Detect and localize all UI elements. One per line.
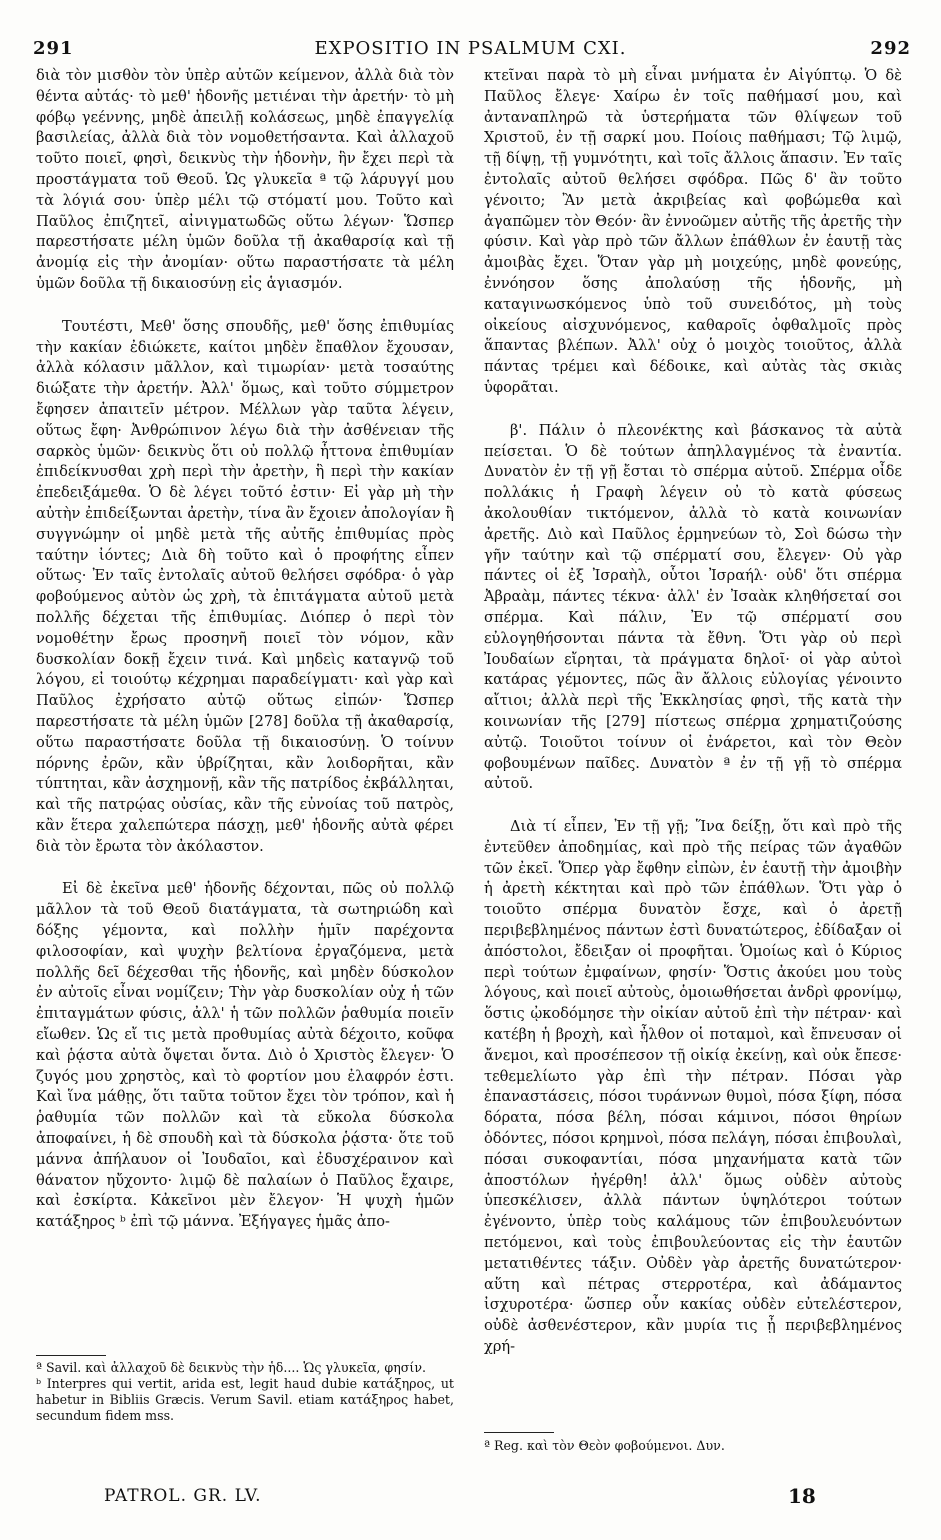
paragraph: Τουτέστι, Μεθ' ὅσης σπουδῆς, μεθ' ὅσης ἐπιθυμίας τὴν κακίαν ἐδιώκετε, καίτοι μηδὲν ἔπαθλον ἔχουσαν, ἀλλὰ κόλασιν μᾶλλον, καὶ τιμωρίαν· μετὰ τοσαύτης διώξατε τὴν ἀρετήν. Ἀλλ' ὅμως, καὶ τοῦτο σύμμετρον ἔφησεν ἀπαιτεῖν μέτρον. Μέλλων γὰρ ταῦτα λέγειν, οὕτως ἔφη· Ἀνθρώπινον λέγω διὰ τὴν ἀσθένειαν τῆς σαρκὸς ὑμῶν· δεικνὺς ὅτι οὐ πολλῷ ἧττονα ἐπιθυμίαν ἐπιδείκνυσθαι χρὴ περὶ τὴν ἀρετὴν, ἣ περὶ τὴν κακίαν ἐπεδειξάμεθα. Ὁ δὲ λέγει τοῦτό ἐστιν· Εἰ γὰρ μὴ τὴν αὐτὴν ἐπιδείξωνται ἀρετὴν, τίνα ἂν ἔχοιεν ἀπολογίαν ἢ συγγνώμην οἱ μηδὲ μετὰ τῆς αὐτῆς ἐπιθυμίας πρὸς ταύτην ἰόντες; Διὰ δὴ τοῦτο καὶ ὁ προφήτης εἶπεν οὕτως· Ἐν ταῖς ἐντολαῖς αὐτοῦ θελήσει σφόδρα· ὁ γὰρ φοβούμενος αὐτὸν ὡς χρὴ, τὰ ἐπιτάγματα αὐτοῦ μετὰ πολλῆς δέχεται τῆς ἐπιθυμίας. Διόπερ ὁ περὶ τὸν νομοθέτην ἔρως προσηνῆ ποιεῖ τὸν νόμον, κἂν δυσκολίαν δοκῇ ἔχειν τινά. Καὶ μηδεὶς καταγνῷ τοῦ λόγου, εἰ τοιούτῳ κέχρημαι παραδείγματι· καὶ γὰρ καὶ Παῦλος ἐχρήσατο αὐτῷ οὕτως εἰπών· Ὥσπερ παρεστήσατε τὰ μέλη ὑμῶν [278] δοῦλα τῇ ἀκαθαρσίᾳ, οὕτω παραστήσατε δοῦλα τῇ δικαιοσύνῃ. Ὁ τοίνυν πόρνης ἐρῶν, κἂν ὑβρίζηται, κἂν λοιδορῆται, κἂν τύπτηται, κἂν ἀσχημονῇ, κἂν τῆς πατρίδος ἐκβάλληται, καὶ τῆς πατρῴας οὐσίας, κἂν τῆς εὐνοίας τοῦ πατρὸς, κἂν ἕτερα χαλεπώτερα πάσχῃ, μεθ' ἡδονῆς αὐτὰ φέρει διὰ τὸν ἔρωτα τὸν ἀκόλαστον. [36, 317, 454, 855]
series-footer: PATROL. GR. LV. [104, 1486, 262, 1506]
footnote-divider [484, 1432, 554, 1433]
running-title: EXPOSITIO IN PSALMUM CXI. [314, 38, 627, 59]
paragraph: Εἰ δὲ ἐκεῖνα μεθ' ἡδονῆς δέχονται, πῶς οὐ πολλῷ μᾶλλον τὰ τοῦ Θεοῦ διατάγματα, τὰ σωτηριώδη καὶ δόξης γέμοντα, καὶ πολλὴν ἡμῖν παρέχοντα φιλοσοφίαν, καὶ ψυχὴν βελτίονα ἐργαζόμενα, μετὰ πολλῆς δεῖ δέχεσθαι τῆς ἡδονῆς, καὶ μηδὲν δύσκολον ἐν αὐτοῖς εἶναι νομίζειν; Τὴν γὰρ δυσκολίαν οὐχ ἡ τῶν ἐπιταγμάτων φύσις, ἀλλ' ἡ τῶν πολλῶν ῥαθυμία ποιεῖν εἴωθεν. Ὡς εἴ τις μετὰ προθυμίας αὐτὰ δέχοιτο, κοῦφα καὶ ῥᾴστα αὐτὰ ὄψεται ὄντα. Διὸ ὁ Χριστὸς ἔλεγεν· Ὁ ζυγός μου χρηστὸς, καὶ τὸ φορτίον μου ἐλαφρόν ἐστι. Καὶ ἵνα μάθῃς, ὅτι ταῦτα τοῦτον ἔχει τὸν τρόπον, καὶ ἡ ῥαθυμία τῶν πολλῶν καὶ τὰ εὔκολα δύσκολα ἀποφαίνει, ἡ δὲ σπουδὴ καὶ τὰ δύσκολα ῥᾴστα· ὅτε τοῦ μάννα ἀπήλαυον οἱ Ἰουδαῖοι, καὶ ἐδυσχέραινον καὶ θάνατον ηὔχοντο· λιμῷ δὲ παλαίων ὁ Παῦλος ἔχαιρε, καὶ ἐσκίρτα. Κἀκεῖνοι μὲν ἔλεγον· Ἡ ψυχὴ ἡμῶν κατάξηρος ᵇ ἐπὶ τῷ μάννα. Ἐξήγαγες ἡμᾶς ἀπο- [36, 880, 454, 1231]
paragraph: κτεῖναι παρὰ τὸ μὴ εἶναι μνήματα ἐν Αἰγύπτῳ. Ὁ δὲ Παῦλος ἔλεγε· Χαίρω ἐν τοῖς παθήμασί μου, καὶ ἀνταναπληρῶ τὰ ὑστερήματα τῶν θλίψεων τοῦ Χριστοῦ, ἐν τῇ σαρκί μου. Ποίοις παθήμασι; Τῷ λιμῷ, τῇ δίψῃ, τῇ γυμνότητι, καὶ τοῖς ἄλλοις ἅπασιν. Ἐν ταῖς ἐντολαῖς αὐτοῦ θελήσει σφόδρα. Πῶς δ' ἂν τοῦτο γένοιτο; Ἂν μετὰ ἀκριβείας καὶ φοβώμεθα καὶ ἀγαπῶμεν τὸν Θεόν· ἂν ἐννοῶμεν αὐτῆς τῆς ἀρετῆς τὴν φύσιν. Καὶ γὰρ πρὸ τῶν ἄλλων ἐπάθλων ἐν ἑαυτῇ τὰς ἀμοιβὰς ἔχει. Ὅταν γὰρ μὴ μοιχεύῃς, μηδὲ φονεύῃς, ἐννόησον ὅσης ἀπολαύσῃ τῆς ἡδονῆς, μὴ καταγινωσκόμενος ὑπὸ τοῦ συνειδότος, μὴ τοὺς οἰκείους αἰσχυνόμενος, καθαροῖς ὀφθαλμοῖς πρὸς ἅπαντας βλέπων. Ἀλλ' οὐχ ὁ μοιχὸς τοιοῦτος, ἀλλὰ πάντας τρέμει καὶ δέδοικε, καὶ αὐτὰς τὰς σκιὰς ὑφορᾶται. [484, 67, 902, 396]
left-column [36, 66, 454, 1233]
footnote: ª Savil. καὶ ἀλλαχοῦ δὲ δεικνὺς τὴν ἡδ.... Ὡς γλυκεῖα, φησίν. [36, 1360, 426, 1375]
running-header [0, 38, 941, 62]
footnote: ª Reg. καὶ τὸν Θεὸν φοβούμενοι. Δυν. [484, 1438, 725, 1453]
right-column [484, 66, 902, 1358]
footnotes-right [484, 1438, 902, 1454]
page-number-left: 291 [33, 38, 74, 59]
paragraph: διὰ τὸν μισθὸν τὸν ὑπὲρ αὐτῶν κείμενον, ἀλλὰ διὰ τὸν θέντα αὐτάς· τὸ μεθ' ἡδονῆς μετιέναι τὴν ἀρετήν· τὸ μὴ φόβῳ γεέννης, μηδὲ ἀπειλῇ κολάσεως, μηδὲ ἐπαγγελίᾳ βασιλείας, ἀλλὰ διὰ τὸν νομοθετήσαντα. Καὶ ἀλλαχοῦ τοῦτο ποιεῖ, φησὶ, δεικνὺς τὴν ἡδονὴν, ἣν ἔχει περὶ τὰ προστάγματα τοῦ Θεοῦ. Ὡς γλυκεῖα ª τῷ λάρυγγί μου τὰ λόγιά σου· ὑπὲρ μέλι τῷ στόματί μου. Τοῦτο καὶ Παῦλος ἐπιζητεῖ, αἰνιγματωδῶς οὕτω λέγων· Ὥσπερ παρεστήσατε μέλη ὑμῶν δοῦλα τῇ ἀκαθαρσίᾳ καὶ τῇ ἀνομίᾳ εἰς τὴν ἀνομίαν· οὕτω παραστήσατε τὰ μέλη ὑμῶν δοῦλα τῇ δικαιοσύνῃ εἰς ἁγιασμόν. [36, 67, 454, 292]
footnote-divider [36, 1355, 106, 1356]
paragraph: β'. Πάλιν ὁ πλεονέκτης καὶ βάσκανος τὰ αὐτὰ πείσεται. Ὁ δὲ τούτων ἀπηλλαγμένος τὰ ἐναντία. Δυνατὸν ἐν τῇ γῇ ἔσται τὸ σπέρμα αὐτοῦ. Σπέρμα οἶδε πολλάκις ἡ Γραφὴ λέγειν οὐ τὸ κατὰ φύσεως ἀκολουθίαν τικτόμενον, ἀλλὰ τὸ κατὰ κοινωνίαν ἀρετῆς. Διὸ καὶ Παῦλος ἑρμηνεύων τὸ, Σοὶ δώσω τὴν γῆν ταύτην καὶ τῷ σπέρματί σου, ἔλεγεν· Οὐ γὰρ πάντες οἱ ἐξ Ἰσραὴλ, οὗτοι Ἰσραήλ· οὐδ' ὅτι σπέρμα Ἀβραὰμ, πάντες τέκνα· ἀλλ' ἐν Ἰσαὰκ κληθήσεταί σοι σπέρμα. Καὶ πάλιν, Ἐν τῷ σπέρματί σου εὐλογηθήσονται πάντα τὰ ἔθνη. Ὅτι γὰρ οὐ περὶ Ἰουδαίων εἴρηται, τὰ πράγματα δηλοῖ· οἱ γὰρ αὐτοὶ κατάρας γέμοντες, πῶς ἂν ἄλλοις εὐλογίας γένοιντο αἴτιοι; ἀλλὰ περὶ τῆς Ἐκκλησίας φησὶ, τῆς κατὰ τὴν κοινωνίαν τῆς [279] πίστεως σπέρμα χρηματιζούσης αὐτῷ. Τοιοῦτοι τοίνυν οἱ ἐνάρετοι, καὶ τὸν Θεὸν φοβουμένων παῖδες. Δυνατὸν ª ἐν τῇ γῇ τὸ σπέρμα αὐτοῦ. [484, 421, 902, 793]
footnotes-left [36, 1360, 454, 1424]
footnote: ᵇ Interpres qui vertit, arida est, legit haud dubie κατάξηρος, ut habetur in Bibliis Græcis. Verum Savil. etiam κατάξηρος habet, secundum fidem mss. [36, 1376, 454, 1423]
page-number-right: 292 [870, 38, 911, 59]
paragraph: Διὰ τί εἶπεν, Ἐν τῇ γῇ; Ἵνα δείξῃ, ὅτι καὶ πρὸ τῆς ἐντεῦθεν ἀποδημίας, καὶ πρὸ τῆς πείρας τῶν ἀγαθῶν τῶν ἐκεῖ. Ὅπερ γὰρ ἔφθην εἰπὼν, ἐν ἑαυτῇ τὴν ἀμοιβὴν ἡ ἀρετὴ κέκτηται καὶ πρὸ τῶν ἐπάθλων. Ὅτι γὰρ ὁ τοιοῦτο σπέρμα δυνατὸν ἔσχε, καὶ ὁ ἀρετῇ περιβεβλημένος πάντων ἐστὶ δυνατώτερος, ἐδίδαξαν οἱ ἀπόστολοι, ἔδειξαν οἱ προφῆται. Ὁμοίως καὶ ὁ Κύριος περὶ τούτων ἐμφαίνων, φησίν· Ὅστις ἀκούει μου τοὺς λόγους, καὶ ποιεῖ αὐτοὺς, ὁμοιωθήσεται ἀνδρὶ φρονίμῳ, ὅστις ᾠκοδόμησε τὴν οἰκίαν αὐτοῦ ἐπὶ τὴν πέτραν· καὶ κατέβη ἡ βροχὴ, καὶ ἦλθον οἱ ποταμοὶ, καὶ ἔπνευσαν οἱ ἄνεμοι, καὶ προσέπεσον τῇ οἰκίᾳ ἐκείνῃ, καὶ οὐκ ἔπεσε· τεθεμελίωτο γὰρ ἐπὶ τὴν πέτραν. Πόσαι γὰρ ἐπαναστάσεις, πόσοι τυράννων θυμοὶ, πόσα ξίφη, πόσα δόρατα, πόσα βέλη, πόσαι κάμινοι, πόσοι θηρίων ὀδόντες, πόσοι κρημνοὶ, πόσα πελάγη, πόσαι ἐπιβουλαὶ, πόσαι συκοφαντίαι, πόσα μηχανήματα κατὰ τῶν ἀποστόλων ἠγέρθη! ἀλλ' ὅμως οὐδὲν αὐτοὺς ὑπεσκέλισεν, ἀλλὰ πάντων ὑψηλότεροι τούτων ἐγένοντο, ὑπὲρ τοὺς καλάμους τῶν ἐπιβουλευόντων πετόμενοι, καὶ τοὺς ἐπιβουλεύοντας εἰς τὴν ἑαυτῶν μετατιθέντες τάξιν. Οὐδὲν γὰρ ἀρετῆς δυνατώτερον· αὕτη καὶ πέτρας στερροτέρα, καὶ ἀδάμαντος ἰσχυροτέρα· ὥσπερ οὖν κακίας οὐδὲν εὐτελέστερον, οὐδὲ ἀσθενέστερον, κἂν μυρία τις ᾖ περιβεβλημένος χρή- [484, 818, 902, 1356]
signature-mark: 18 [788, 1484, 816, 1508]
